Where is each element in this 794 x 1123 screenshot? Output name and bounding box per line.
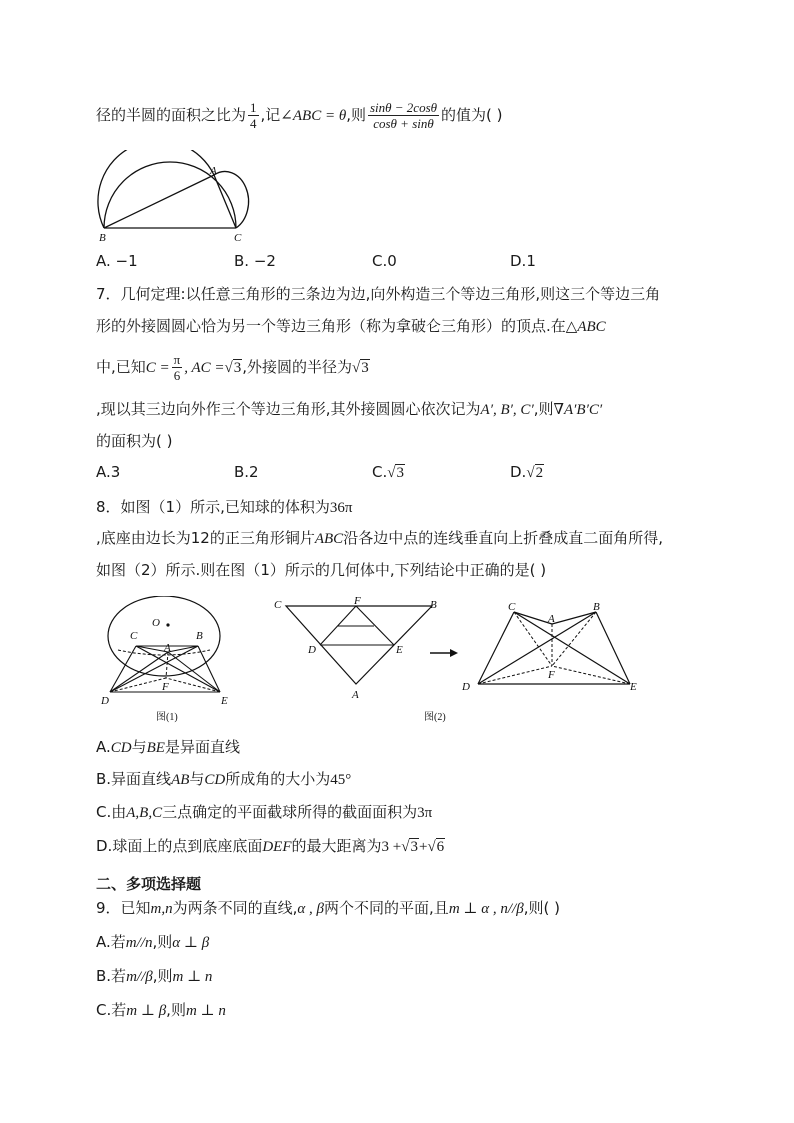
q6-line-ac [214,175,236,228]
q7-napoleon-triangle: ∇A′B′C′ [553,402,603,418]
section-2-title: 二、多项选择题 [96,875,202,893]
q7-line-4: ,现以其三边向外作三个等边三角形,其外接圆圆心依次记为A′, B′, C′,则∇A′B′C′ [96,400,603,418]
q6-label-b: B [99,232,106,244]
q9-option-a[interactable]: A.若m//n,则α ⊥ β [96,933,210,951]
svg-text:F: F [548,669,555,681]
q6-small-semicircle [214,172,249,228]
q6-line-1: 径的半圆的面积之比为 $\frac{1}{4}$ ,记∠ABC = θ,则 $\frac{\sin\theta - 2\cos\theta}{\cos\theta + \sin\theta}$ 的值为( ) [96,100,503,131]
q6-label-c: C [234,232,242,244]
q9-option-c[interactable]: C.若m ⊥ β,则m ⊥ n [96,1001,226,1019]
q6-semicircle-figure [96,150,266,245]
q8-figure-3 [458,596,648,706]
q7-fraction: $\frac{\pi}{6}$ [173,352,181,383]
svg-text:A: A [548,613,555,625]
q8-figure-2-caption: 图(2) [424,712,446,723]
svg-text:E: E [221,695,228,707]
q7-line-3: 中,已知C = $\frac{\pi}{6}$ , AC =√3,外接圆的半径为√3 [96,352,369,383]
svg-text:O: O [152,617,160,629]
q6-option-c[interactable]: C.0 [372,252,397,270]
q8-option-b[interactable]: B.异面直线AB与CD所成角的大小为45° [96,770,352,788]
q7-line-1: 7．几何定理:以任意三角形的三条边为边,向外构造三个等边三角形,则这三个等边三角 [96,285,661,303]
q6-option-a[interactable]: A. −1 [96,252,138,270]
q6-text: 径的半圆的面积之比为 [96,106,247,124]
q8-option-d[interactable]: D.球面上的点到底座底面DEF的最大距离为3 +√3+√6 [96,837,445,855]
q7-line-5: 的面积为( ) [96,432,173,450]
svg-text:E: E [396,644,403,656]
q7-line-2: 形的外接圆圆心恰为另一个等边三角形（称为拿破仑三角形）的顶点.在△ABC [96,317,606,335]
svg-text:F: F [354,596,361,607]
q9-line-1: 9．已知m,n为两条不同的直线,α , β两个不同的平面,且m ⊥ α , n//β,则( ) [96,899,560,917]
q8-figure-1-caption: 图(1) [156,712,178,723]
q8-line-2: ,底座由边长为12的正三角形铜片ABC沿各边中点的连线垂直向上折叠成直二面角所得, [96,529,663,547]
svg-text:A: A [164,642,171,654]
q6-line-ba [104,175,214,228]
q6-option-b[interactable]: B. −2 [234,252,276,270]
svg-text:B: B [196,630,203,642]
q7-option-b[interactable]: B.2 [234,463,259,481]
q8-option-a[interactable]: A.CD与BE是异面直线 [96,738,240,756]
svg-text:E: E [630,681,637,693]
q6-angle-expr: ∠ABC = θ [280,108,347,124]
q8-line-1: 8．如图（1）所示,已知球的体积为36π [96,498,353,516]
q8-figure-2 [268,596,448,726]
q6-trig-expression: $\frac{\sin\theta - 2\cos\theta}{\cos\theta + \sin\theta}$ [369,100,438,131]
q7-option-a[interactable]: A.3 [96,463,121,481]
svg-text:A: A [352,689,359,701]
svg-text:F: F [162,681,169,693]
q6-label-a: A [210,165,217,177]
svg-text:D: D [462,681,470,693]
svg-text:B: B [430,599,437,611]
svg-text:C: C [508,601,516,613]
fold-arrow-icon [428,646,460,660]
q7-triangle-abc: △ABC [565,319,606,335]
q7-sqrt3: √3 [224,360,242,376]
q8-option-c[interactable]: C.由A,B,C三点确定的平面截球所得的截面面积为3π [96,803,433,821]
q6-middle-arc [98,150,214,228]
svg-text:C: C [130,630,138,642]
svg-text:D: D [101,695,109,707]
q6-option-d[interactable]: D.1 [510,252,536,270]
q8-line-3: 如图（2）所示.则在图（1）所示的几何体中,下列结论中正确的是( ) [96,561,547,579]
q6-fraction: $\frac{1}{4}$ [250,100,257,131]
q7-option-c[interactable]: C.√3 [372,463,404,481]
svg-text:B: B [593,601,600,613]
q7-sqrt3-radius: √3 [352,360,369,376]
q9-option-b[interactable]: B.若m//β,则m ⊥ n [96,967,213,985]
svg-text:D: D [308,644,316,656]
q8-figure-1 [96,596,246,726]
q7-option-d[interactable]: D.√2 [510,463,544,481]
svg-text:C: C [274,599,282,611]
